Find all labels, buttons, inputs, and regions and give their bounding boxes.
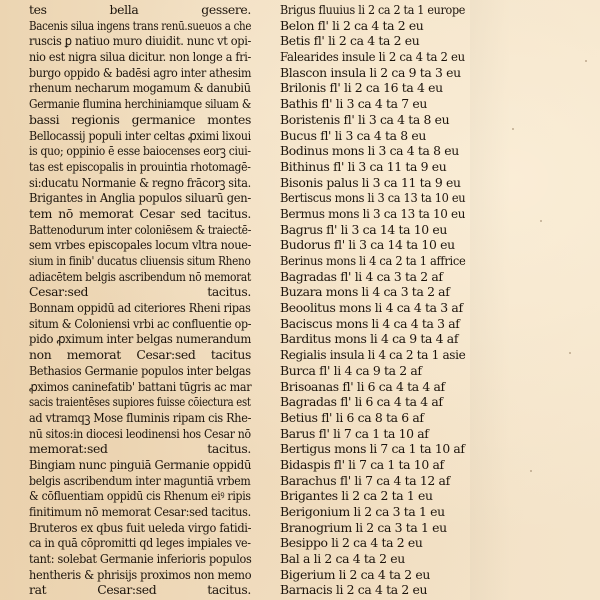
- text-line: burgo oppido & badēsi agro inter athesim: [29, 64, 252, 80]
- index-entry: Berinus mons li 4 ca 2 ta 1 affrice: [280, 253, 466, 268]
- index-entry: Barachus fl' li 7 ca 4 ta 12 af: [280, 472, 450, 488]
- text-line: tes bella gessere.: [29, 2, 251, 17]
- index-entry: Barnacis li 2 ca 4 ta 2 eu: [280, 582, 428, 598]
- text-line: Bruteros ex qbus fuit ueleda virgo fatidi-: [29, 519, 252, 535]
- index-entry: Beoolitus mons li 4 ca 4 ta 3 af: [280, 300, 463, 316]
- index-entry: Brisoanas fl' li 6 ca 4 ta 4 af: [280, 378, 445, 394]
- text-line: rhenum necharum mogamum & danubiū: [29, 80, 251, 96]
- text-line: nio est nigra silua dicitur. non longe a fri-: [29, 49, 252, 65]
- text-line: is quo; oppinio ē esse baiocenses eorꝫ ciui-: [29, 143, 251, 159]
- index-entry: Bodinus mons li 3 ca 4 ta 8 eu: [280, 143, 459, 159]
- index-entry: Bal a li 2 ca 4 ta 2 eu: [280, 551, 405, 567]
- index-entry: Bathis fl' li 3 ca 4 ta 7 eu: [280, 96, 428, 112]
- left-text-column: [29, 2, 251, 598]
- text-line: rat Cesar:sed tacitus.: [29, 582, 251, 598]
- text-line: adiacētem belgis ascribendum nō memorat: [29, 268, 251, 284]
- index-entry: Buzara mons li 4 ca 3 ta 2 af: [280, 284, 450, 300]
- index-entry: Boristenis fl' li 3 ca 4 ta 8 eu: [280, 111, 450, 127]
- index-entry: Bidaspis fl' li 7 ca 1 ta 10 af: [280, 456, 444, 472]
- text-line: sem vrbes episcopales locum vltra noue-: [29, 237, 252, 253]
- text-line: Cesar:sed tacitus.: [29, 284, 251, 300]
- index-entry: Bagradas fl' li 6 ca 4 ta 4 af: [280, 394, 443, 410]
- index-entry: Betius fl' li 6 ca 8 ta 6 af: [280, 409, 424, 425]
- index-entry: Budorus fl' li 3 ca 14 ta 10 eu: [280, 237, 455, 253]
- right-index-column: [280, 2, 480, 598]
- text-line: bassi regionis germanice montes: [29, 111, 251, 127]
- text-line: sium in finib' ducatus cliuensis situm Rheno: [29, 253, 251, 268]
- text-line: si:ducatu Normanie & regno frācorꝫ sita.: [29, 174, 251, 190]
- index-entry: Berigonium li 2 ca 3 ta 1 eu: [280, 504, 445, 519]
- text-line: tant: solebat Germanie inferioris populos: [29, 551, 252, 567]
- text-line: sacis traientēses supiores fuisse cōiectura est: [29, 394, 251, 410]
- index-entry: Brigus fluuius li 2 ca 2 ta 1 europe: [280, 2, 466, 17]
- index-entry: Bisonis palus li 3 ca 11 ta 9 eu: [280, 174, 461, 190]
- text-line: tas est episcopalis in prouintia rhotomagē-: [29, 158, 251, 174]
- paper-speck: [540, 220, 542, 222]
- paper-speck: [569, 352, 571, 354]
- index-entry: Belon fl' li 2 ca 4 ta 2 eu: [280, 17, 424, 33]
- text-line: ruscis ꝑ natiuo muro diuidit. nunc vt opi-: [29, 33, 252, 49]
- text-line: ꝓximos caninefatib' battani tūgris ac mar: [29, 378, 252, 394]
- text-line: situm & Coloniensi vrbi ac confluentie op-: [29, 315, 252, 331]
- text-line: ca in quā cōpromitti qd leges impiales ve-: [29, 535, 251, 551]
- index-entry: Brigantes li 2 ca 2 ta 1 eu: [280, 488, 433, 504]
- index-entry: Brilonis fl' li 2 ca 16 ta 4 eu: [280, 80, 443, 96]
- index-entry: Besippo li 2 ca 4 ta 2 eu: [280, 535, 423, 551]
- text-line: Battenodurum inter coloniēsem & traiectē-: [29, 221, 252, 237]
- index-entry: Barus fl' li 7 ca 1 ta 10 af: [280, 425, 429, 441]
- index-entry: Baciscus mons li 4 ca 4 ta 3 af: [280, 315, 460, 331]
- index-entry: Falearides insule li 2 ca 4 ta 2 eu: [280, 49, 465, 65]
- index-entry: Bertigus mons li 7 ca 1 ta 10 af: [280, 441, 465, 457]
- text-line: Germanie flumina herchiniamque siluam &: [29, 96, 252, 112]
- text-line: hentheris & phrisijs proximos non memo: [29, 566, 252, 582]
- index-entry: Bagradas fl' li 4 ca 3 ta 2 af: [280, 268, 443, 284]
- index-entry: Bermus mons li 3 ca 13 ta 10 eu: [280, 205, 466, 221]
- text-line: Brigantes in Anglia populos siluarū gen-: [29, 190, 251, 206]
- text-line: finitimum nō memorat Cesar:sed tacitus.: [29, 504, 251, 519]
- index-entry: Blascon insula li 2 ca 9 ta 3 eu: [280, 64, 461, 80]
- text-line: & cōfluentiam oppidū cis Rhenum eiꝰ ripis: [29, 488, 251, 504]
- index-entry: Barditus mons li 4 ca 9 ta 4 af: [280, 331, 459, 347]
- index-entry: Bithinus fl' li 3 ca 11 ta 9 eu: [280, 158, 447, 174]
- index-entry: Bucus fl' li 3 ca 4 ta 8 eu: [280, 127, 426, 143]
- text-line: ad vtramqꝫ Mose fluminis ripam cis Rhe-: [29, 409, 252, 425]
- index-entry: Bagrus fl' li 3 ca 14 ta 10 eu: [280, 221, 447, 237]
- text-line: Bonnam oppidū ad citeriores Rheni ripas: [29, 300, 251, 316]
- text-line: nū sitos:in diocesi leodinensi hos Cesar nō: [29, 425, 251, 441]
- index-entry: Betis fl' li 2 ca 4 ta 2 eu: [280, 33, 420, 49]
- index-entry: Bigerium li 2 ca 4 ta 2 eu: [280, 566, 431, 582]
- text-line: memorat:sed tacitus.: [29, 441, 251, 457]
- index-entry: Burca fl' li 4 ca 9 ta 2 af: [280, 362, 422, 378]
- text-line: tem nō memorat Cesar sed tacitus.: [29, 205, 251, 221]
- index-entry: Branogrium li 2 ca 3 ta 1 eu: [280, 519, 447, 535]
- index-entry: Bertiscus mons li 3 ca 13 ta 10 eu: [280, 190, 466, 206]
- text-line: Bethasios Germanie populos inter belgas: [29, 362, 251, 378]
- text-line: belgis ascribendum inter maguntiā vrbem: [29, 472, 251, 488]
- text-line: Bellocassij populi inter celtas ꝓximi lixoui: [29, 127, 251, 143]
- text-line: non memorat Cesar:sed tacitus: [29, 347, 251, 363]
- paper-speck: [585, 60, 587, 62]
- index-entry: Regialis insula li 4 ca 2 ta 1 asie: [280, 347, 466, 363]
- paper-speck: [512, 128, 514, 130]
- text-line: Bacenis silua ingens trans renū.sueuos a che: [29, 17, 252, 33]
- text-line: Bingiam nunc pinguiā Germanie oppidū: [29, 456, 252, 472]
- paper-speck: [530, 470, 532, 472]
- text-line: pido ꝓximum inter belgas numerandum: [29, 331, 251, 347]
